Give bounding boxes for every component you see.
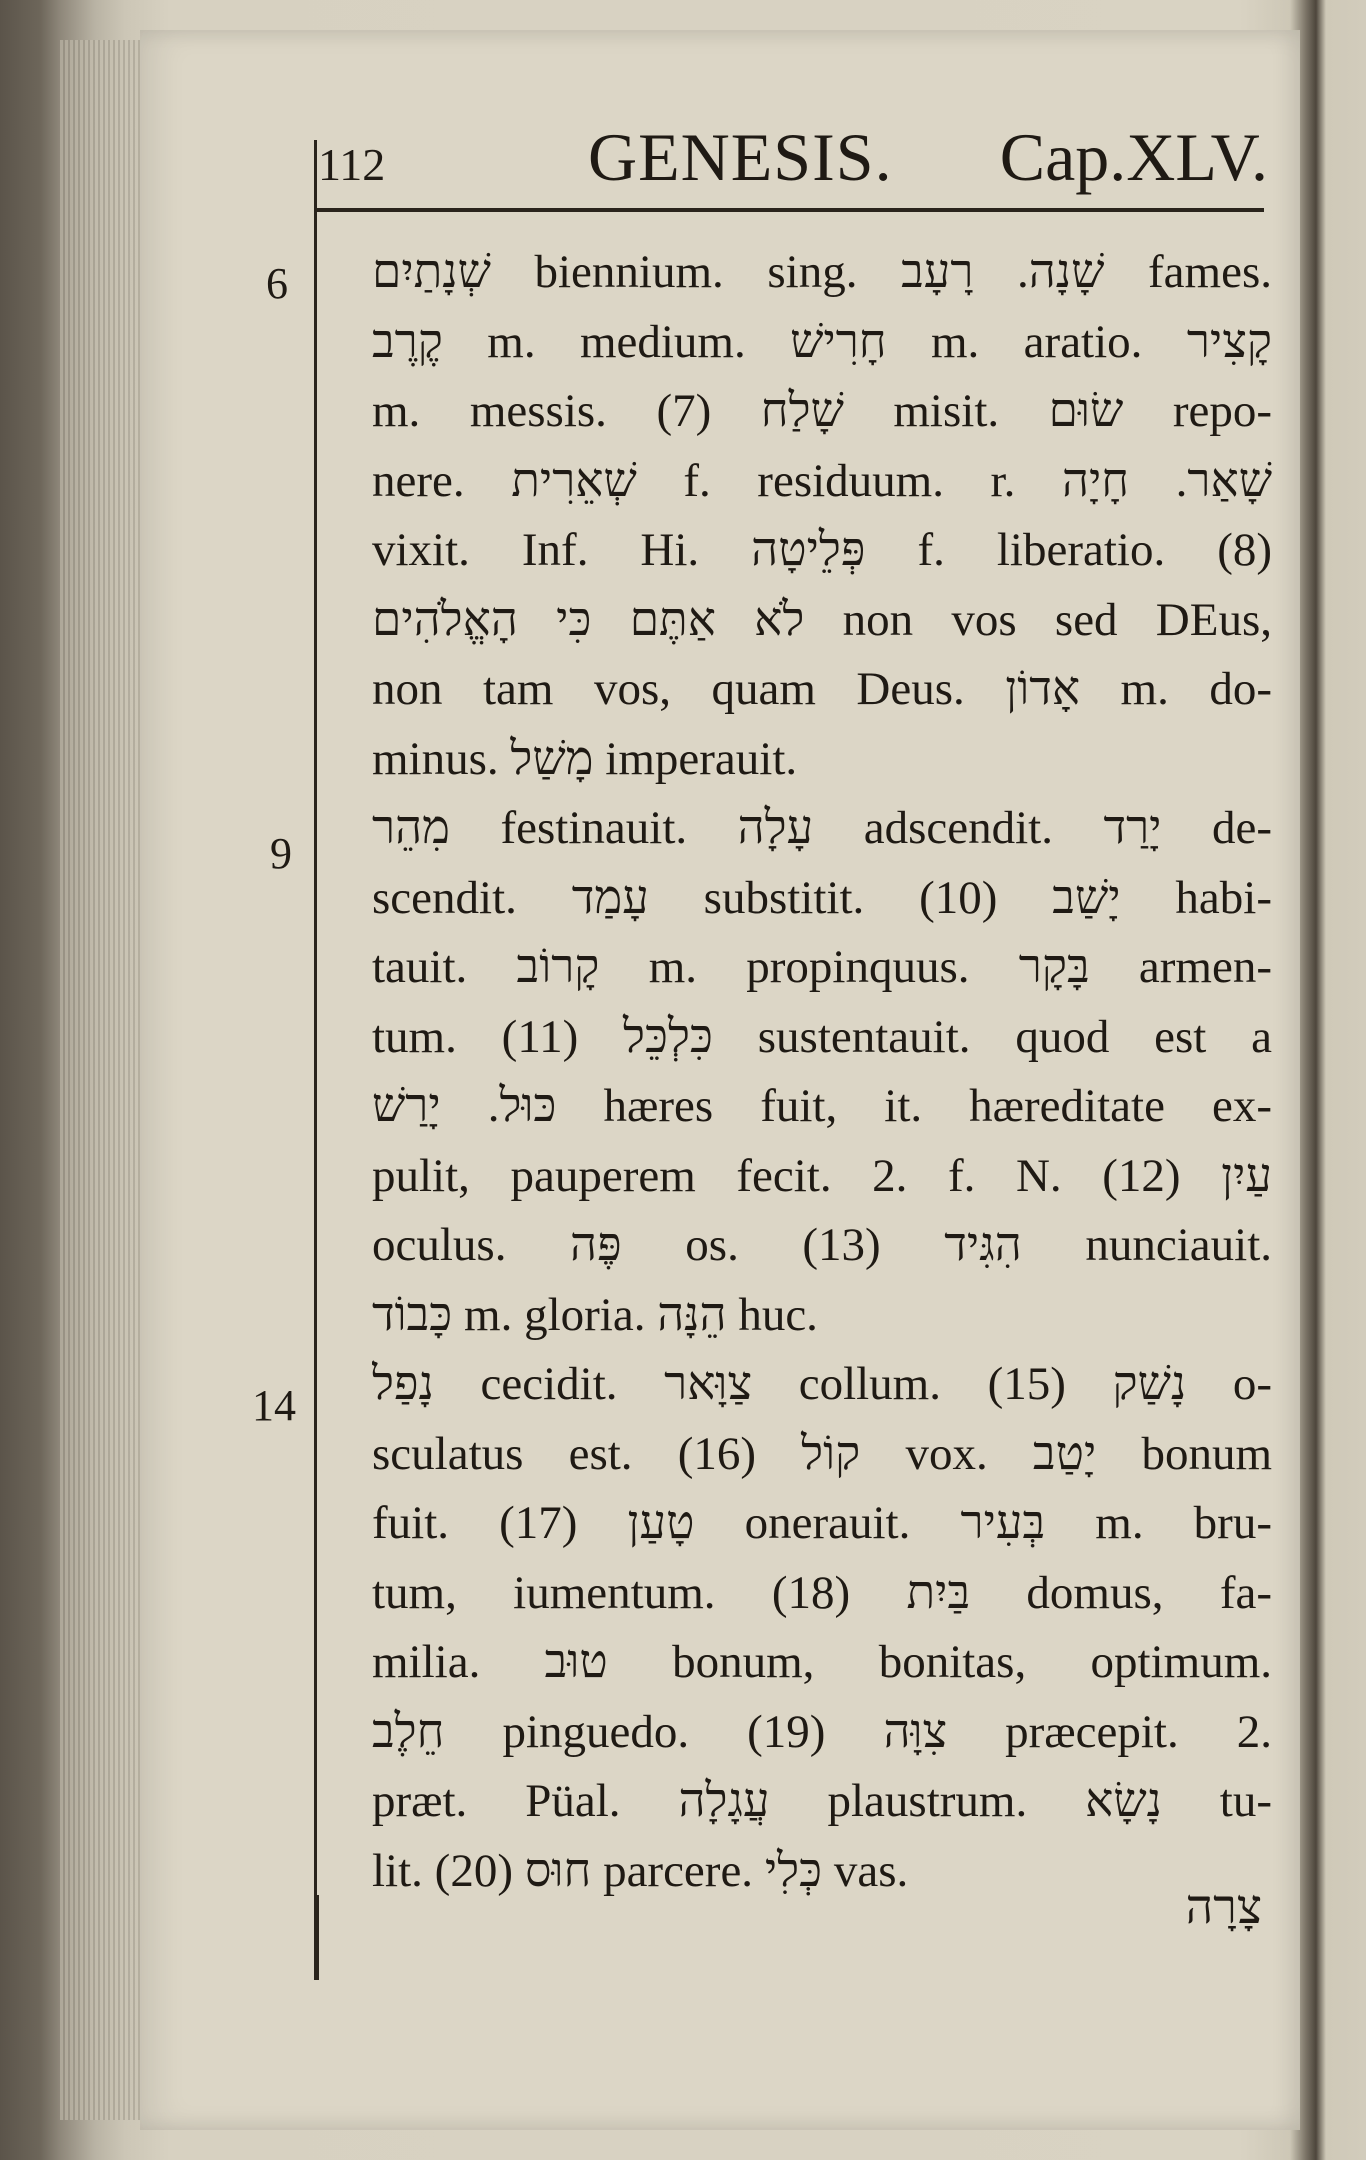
text-line: pulit, pauperem fecit. 2. f. N. (12) עַיִן (372, 1149, 1272, 1202)
verse-number-6: 6 (266, 259, 288, 308)
text-line: לֹא אַתֶּם כִּי הָאֱלֹהִים non vos sed DEus, (372, 593, 1272, 646)
text-line: מִהֵר festinauit. עָלָה adscendit. יָרַד de- (372, 802, 1272, 854)
text-line: fuit. (17) טָעַן onerauit. בְּעִיר m. bru- (372, 1497, 1272, 1549)
margin-rule (314, 140, 317, 1970)
chapter-heading: Cap.XLV. (999, 119, 1268, 195)
header-rule (314, 208, 1264, 212)
text-line: m. messis. (7) שָׁלַח misit. שׂוּם repo- (372, 385, 1272, 437)
text-line: כּוּל. יָרַשׁ hæres fuit, it. hæreditate ex- (372, 1080, 1272, 1132)
text-line: חֵלֶב pinguedo. (19) צִוָּה præcepit. 2. (372, 1705, 1272, 1758)
book-title: GENESIS. (588, 119, 893, 195)
text-line: tauit. קָרוֹב m. propinquus. בָּקָר armen- (372, 941, 1272, 993)
text-line: vixit. Inf. Hi. פְּלֵיטָה f. liberatio. (8) (372, 524, 1272, 576)
page-edges (60, 40, 140, 2120)
verse-number-14: 14 (252, 1381, 296, 1430)
verse-number-9: 9 (270, 829, 292, 878)
folio-number: 112 (318, 139, 386, 190)
text-line: tum, iumentum. (18) בַּיִת domus, fa- (372, 1566, 1272, 1619)
text-line: nere. שְׁאֵרִית f. residuum. r. שָׁאַר. חָיָה (372, 454, 1272, 507)
text-line: oculus. פֶּה os. (13) הִגִּיד nunciauit. (372, 1219, 1272, 1271)
margin-rule-end (314, 1895, 319, 1980)
catchword: צָרָה (1185, 1881, 1262, 1934)
text-line: lit. (20) חוּס parcere. כְּלִי vas. (372, 1844, 909, 1897)
text-line: milia. טוּב bonum, bonitas, optimum. (372, 1636, 1272, 1688)
text-line: קֶרֶב m. medium. חָרִישׁ m. aratio. קָצִיר (372, 315, 1272, 368)
lexicon-text (372, 238, 1272, 1906)
text-line: non tam vos, quam Deus. אָדוֹן m. do- (372, 663, 1272, 715)
text-line: minus. מָשַׁל imperauit. (372, 732, 798, 785)
text-line: שְׁנָתַיִם biennium. sing. שָׁנָה. רָעָב fames. (372, 246, 1272, 298)
text-line: כָּבוֹד m. gloria. הֵנָּה huc. (372, 1288, 818, 1341)
text-line: sculatus est. (16) קוֹל vox. יָטַב bonum (372, 1427, 1272, 1480)
text-line: scendit. עָמַד substitit. (10) יָשַׁב habi- (372, 871, 1272, 924)
running-header (318, 118, 1268, 198)
text-line: tum. (11) כִּלְכֵּל sustentauit. quod est a (372, 1010, 1272, 1063)
text-line: נָפַל cecidit. צַוָּאר collum. (15) נָשַׁק o- (372, 1358, 1272, 1410)
text-line: præt. Püal. עֲגָלָה plaustrum. נָשָׂא tu- (372, 1775, 1272, 1827)
